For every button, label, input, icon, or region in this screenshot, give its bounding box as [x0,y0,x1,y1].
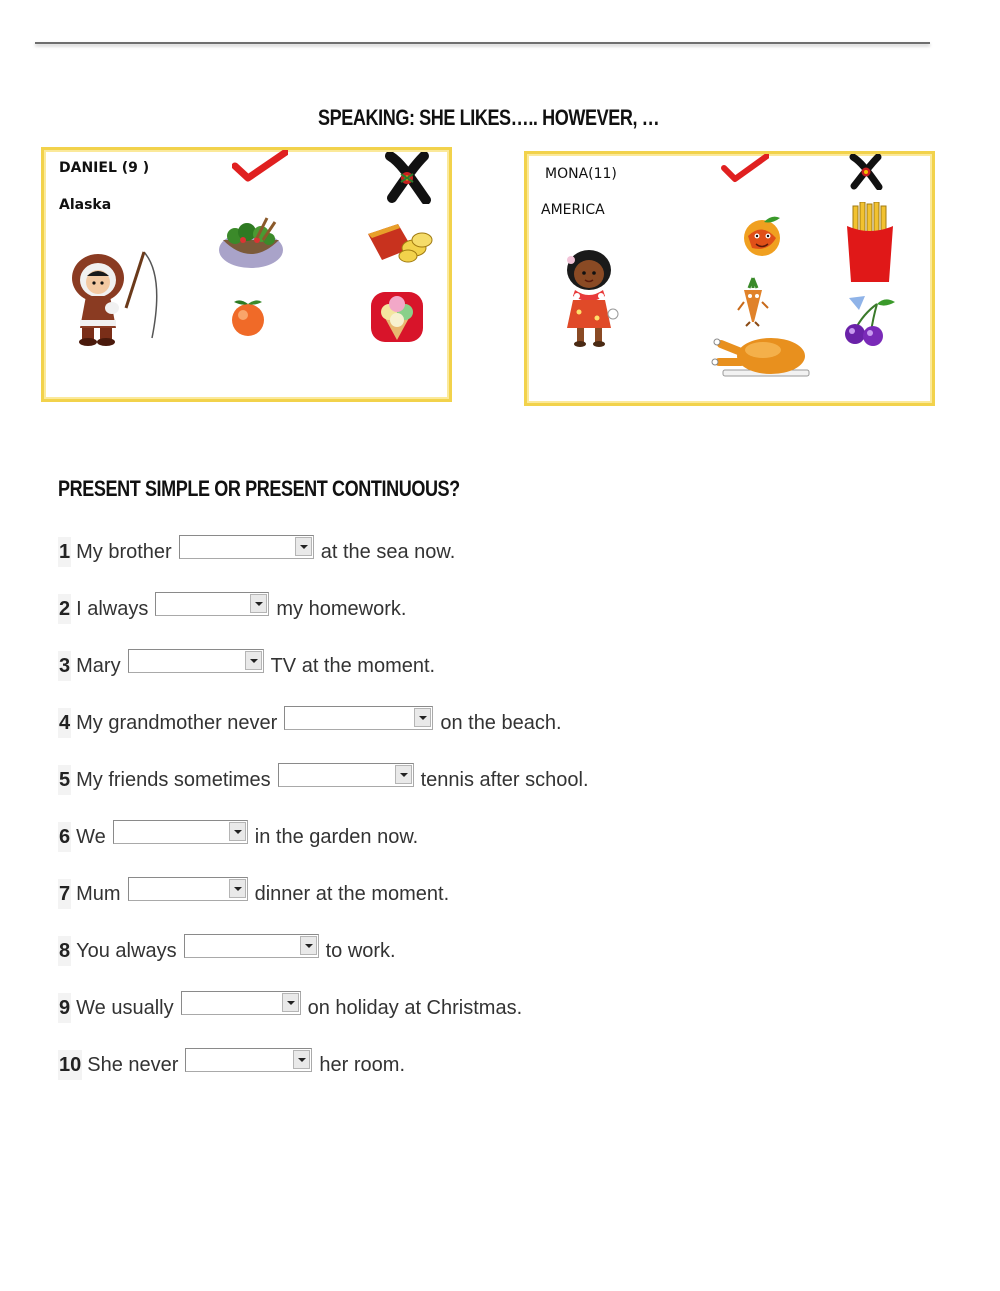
question-7 [58,879,449,909]
question-number: 4 [58,708,71,738]
answer-select[interactable] [278,763,414,787]
answer-select[interactable] [128,877,248,901]
card-daniel [41,147,452,402]
dropdown-arrow-icon[interactable] [245,651,262,670]
dropdown-arrow-icon[interactable] [295,537,312,556]
ice-cream-icon [369,290,425,344]
question-text-after: my homework. [276,598,407,620]
question-4 [58,708,562,738]
dropdown-arrow-icon[interactable] [250,594,267,613]
question-text-before: We usually [76,997,174,1019]
answer-select[interactable] [181,991,301,1015]
card-name: MONA(11) [545,166,617,182]
checkmark-icon [721,154,769,184]
salad-icon [217,214,285,270]
question-text-before: My brother [76,541,172,563]
top-divider [35,42,930,44]
card-place: Alaska [59,197,112,213]
question-text-before: We [76,826,106,848]
question-text-before: You always [76,940,177,962]
question-text-after: on the beach. [440,712,562,734]
answer-select[interactable] [155,592,269,616]
cross-icon [849,154,883,190]
question-1 [58,537,455,567]
answer-select[interactable] [185,1048,312,1072]
question-8 [58,936,396,966]
question-number: 2 [58,594,71,624]
dropdown-arrow-icon[interactable] [293,1050,310,1069]
question-6 [58,822,418,852]
card-name: DANIEL (9 ) [59,160,150,176]
question-2 [58,594,406,624]
checkmark-icon [232,150,288,184]
card-mona [524,151,935,406]
answer-select[interactable] [184,934,319,958]
question-number: 8 [58,936,71,966]
question-number: 7 [58,879,71,909]
answer-select[interactable] [284,706,433,730]
question-10 [58,1050,405,1080]
dropdown-arrow-icon[interactable] [282,993,299,1012]
card-place: AMERICA [541,202,605,218]
question-text-after: her room. [319,1054,406,1076]
question-text-after: tennis after school. [420,769,589,791]
chips-bag-icon [364,220,434,266]
question-text-before: My grandmother never [76,712,278,734]
question-number: 10 [58,1050,82,1080]
question-number: 6 [58,822,71,852]
question-text-after: TV at the moment. [270,655,436,677]
question-number: 5 [58,765,71,795]
cross-icon [384,152,432,204]
speaking-title: SPEAKING: SHE LIKES….. HOWEVER, … [318,105,660,130]
carrot-icon [736,276,770,328]
hawaiian-girl-icon [557,248,623,348]
question-number: 3 [58,651,71,681]
dropdown-arrow-icon[interactable] [395,765,412,784]
eskimo-boy-icon [66,248,166,348]
apple-icon [738,212,786,260]
answer-select[interactable] [179,535,314,559]
question-text-before: I always [76,598,149,620]
exercise-title: PRESENT SIMPLE OR PRESENT CONTINUOUS? [58,476,460,501]
question-3 [58,651,435,681]
answer-select[interactable] [128,649,264,673]
answer-select[interactable] [113,820,248,844]
question-9 [58,993,522,1023]
question-5 [58,765,589,795]
question-text-after: on holiday at Christmas. [307,997,523,1019]
dropdown-arrow-icon[interactable] [229,879,246,898]
question-text-after: in the garden now. [254,826,419,848]
question-text-before: She never [87,1054,179,1076]
question-text-before: Mary [76,655,121,677]
cherries-icon [837,294,897,348]
fries-icon [843,202,897,284]
dropdown-arrow-icon[interactable] [300,936,317,955]
roast-turkey-icon [711,330,811,382]
dropdown-arrow-icon[interactable] [229,822,246,841]
question-text-after: at the sea now. [320,541,456,563]
question-text-after: to work. [325,940,396,962]
question-number: 9 [58,993,71,1023]
question-text-before: Mum [76,883,121,905]
question-text-after: dinner at the moment. [254,883,450,905]
peach-icon [224,296,272,338]
dropdown-arrow-icon[interactable] [414,708,431,727]
question-text-before: My friends sometimes [76,769,271,791]
question-number: 1 [58,537,71,567]
